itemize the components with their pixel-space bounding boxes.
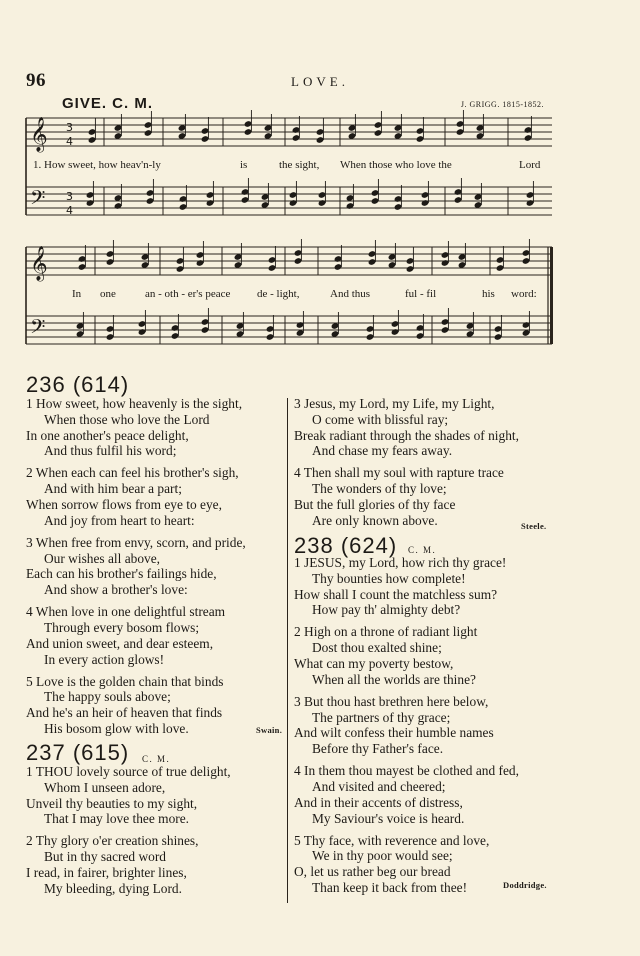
hymn-number: 236 (26, 372, 66, 397)
hymn-line: 1 THOU lovely source of true delight, (26, 764, 231, 779)
hymn-line: How shall I count the matchless sum? (294, 586, 498, 602)
hymn-line: And union sweet, and dear esteem, (26, 635, 214, 651)
hymn-line: 3 When free from envy, scorn, and pride, (26, 534, 246, 550)
lyric-word: one (100, 288, 116, 300)
hymn-line: My bleeding, dying Lord. (44, 880, 182, 896)
time-signature: 3 (66, 190, 73, 203)
hymn-line: We in thy poor would see; (312, 848, 453, 864)
hymn-line: Before thy Father's face. (312, 741, 444, 757)
hymn-line: And visited and cheered; (312, 778, 446, 794)
lyric-word: 1. How sweet, how heav'n-ly (33, 159, 161, 171)
hymn-line: My Saviour's voice is heard. (312, 810, 465, 826)
hymn-line: O, let us rather beg our bread (294, 864, 451, 880)
hymn-line: In every action glows! (44, 651, 165, 667)
hymn-line: Unveil thy beauties to my sight, (26, 795, 198, 811)
hymn-line: When all the worlds are thine? (312, 671, 476, 687)
hymn-line: Each can his brother's failings hide, (26, 566, 217, 582)
hymn-alt-number: (614) (72, 372, 130, 397)
tune-name: GIVE. C. M. (62, 95, 154, 112)
hymn-line: 3 But thou hast brethren here below, (294, 693, 489, 709)
hymn-line: 4 Then shall my soul with rapture trace (294, 465, 504, 481)
hymn-line: And joy from heart to heart: (44, 512, 195, 528)
treble-clef: 𝄞 (30, 246, 48, 281)
lyric-word: his (482, 288, 495, 300)
hymn-line: How pay th' almighty debt? (312, 602, 461, 618)
hymn-line: 5 Thy face, with reverence and love, (294, 832, 490, 848)
hymn-line: What can my poverty bestow, (294, 655, 454, 671)
lyric-word: In (72, 288, 82, 300)
hymn-238-meter: C. M. (408, 545, 437, 555)
lyric-word: And thus (330, 288, 371, 300)
hymn-line: And in their accents of distress, (294, 794, 463, 810)
hymn-line: And show a brother's love: (44, 582, 188, 598)
hymn-line: When those who love the Lord (44, 411, 210, 427)
lyric-word: the sight, (279, 159, 320, 171)
hymn-line: Dost thou exalted shine; (312, 640, 442, 656)
hymn-236-text (26, 396, 246, 737)
hymn-line: In one another's peace delight, (26, 427, 189, 443)
hymn-236-author-cont: Steele. (521, 521, 547, 531)
hymn-line: 2 High on a throne of radiant light (294, 624, 478, 640)
hymn-line: Through every bosom flows; (44, 619, 200, 635)
lyric-word: is (240, 159, 248, 171)
hymn-line: 4 When love in one delightful stream (26, 604, 226, 620)
hymn-line: The partners of thy grace; (312, 709, 451, 725)
hymn-line: 2 When each can feel his brother's sigh, (26, 465, 239, 481)
hymn-236-continued (294, 396, 519, 529)
hymn-line: And he's an heir of heaven that finds (26, 705, 223, 721)
lyric-word: word: (511, 288, 537, 300)
hymn-line: 5 Love is the golden chain that binds (26, 673, 224, 689)
hymn-line: The happy souls above; (44, 689, 171, 705)
lyric-word: de - light, (257, 288, 300, 300)
hymn-line: Break radiant through the shades of night, (294, 427, 519, 443)
hymn-236-author: Swain. (256, 725, 283, 735)
hymn-line: O come with blissful ray; (312, 411, 449, 427)
hymn-number: 238 (294, 533, 334, 558)
lyric-word: ful - fil (405, 288, 437, 300)
final-barline-thick (550, 247, 553, 344)
hymn-line: That I may love thee more. (44, 811, 190, 827)
time-signature: 4 (66, 204, 73, 217)
hymn-line: Than keep it back from thee! (312, 879, 468, 895)
hymn-line: 2 Thy glory o'er creation shines, (26, 833, 199, 849)
hymn-line: 1 How sweet, how heavenly is the sight, (26, 396, 243, 411)
music-score (0, 0, 640, 360)
composer-credit: J. GRIGG. 1815-1852. (460, 100, 544, 109)
hymn-line: When sorrow flows from eye to eye, (26, 496, 222, 512)
hymn-line: Our wishes all above, (44, 550, 161, 566)
page-number: 96 (26, 70, 46, 91)
hymn-number: 237 (26, 740, 66, 765)
lyric-word: When those who love the (340, 159, 452, 171)
hymn-line: I read, in fairer, brighter lines, (26, 864, 187, 880)
hymn-237-text (26, 764, 231, 897)
running-title: LOVE. (291, 74, 349, 89)
hymn-line: And thus fulfil his word; (44, 443, 177, 459)
hymn-237-heading (26, 740, 129, 766)
time-signature: 3 (66, 121, 73, 134)
lyric-word: Lord (519, 159, 541, 171)
hymn-line: But the full glories of thy face (294, 496, 456, 512)
column-divider (287, 398, 288, 903)
hymn-line: 1 JESUS, my Lord, how rich thy grace! (294, 555, 507, 570)
hymn-238-author: Doddridge. (503, 880, 547, 890)
hymn-line: And with him bear a part; (44, 481, 182, 497)
hymn-alt-number: (615) (72, 740, 130, 765)
bass-clef: 𝄢 (30, 186, 46, 214)
hymn-line: And wilt confess their humble names (294, 725, 494, 741)
hymn-line: But in thy sacred word (44, 849, 166, 865)
hymn-line: Whom I unseen adore, (44, 779, 166, 795)
hymn-line: 3 Jesus, my Lord, my Life, my Light, (294, 396, 495, 411)
hymn-238-text (294, 555, 519, 896)
treble-clef: 𝄞 (30, 117, 48, 152)
hymn-line: Thy bounties how complete! (312, 570, 466, 586)
hymn-line: 4 In them thou mayest be clothed and fed, (294, 763, 519, 779)
hymn-line: The wonders of thy love; (312, 481, 447, 497)
hymn-237-meter: C. M. (142, 754, 171, 764)
hymn-line: His bosom glow with love. (44, 720, 189, 736)
hymn-line: And chase my fears away. (312, 443, 453, 459)
hymn-line: Are only known above. (312, 512, 438, 528)
hymn-236-heading (26, 372, 129, 398)
lyric-word: an - oth - er's peace (145, 288, 231, 300)
hymn-alt-number: (624) (340, 533, 398, 558)
bass-clef: 𝄢 (30, 315, 46, 343)
time-signature: 4 (66, 135, 73, 148)
